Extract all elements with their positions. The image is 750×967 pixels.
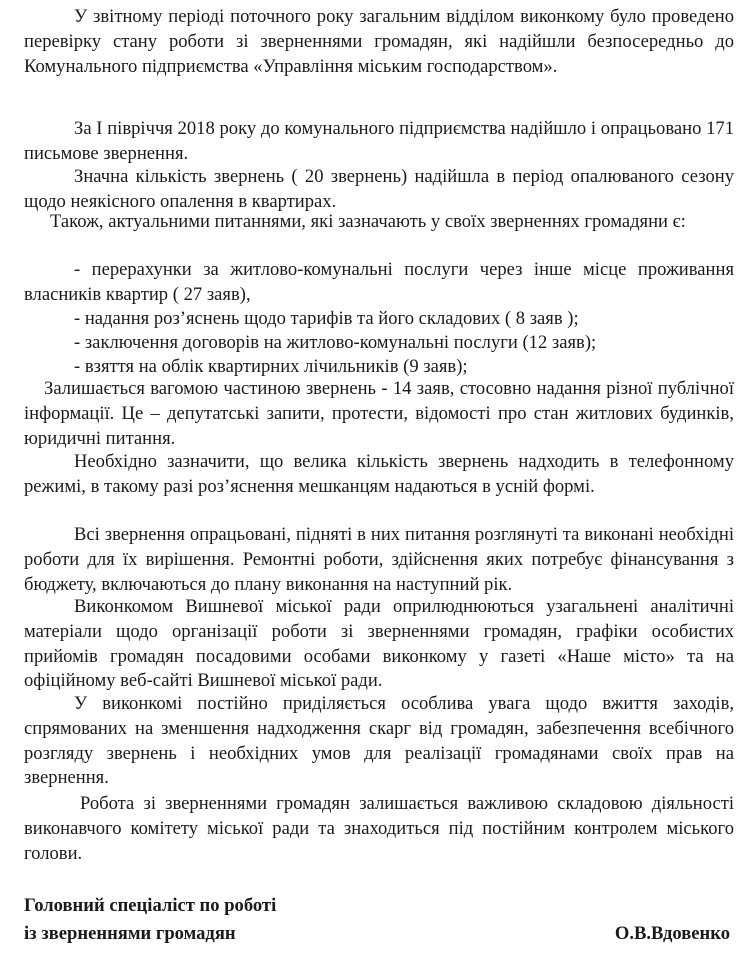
paragraph-half-year-count: За І півріччя 2018 року до комунального підприємства надійшло і опрацьовано 171 письмове звернення.	[24, 118, 734, 164]
paragraph-conclusion: Робота зі зверненнями громадян залишається важливою складовою діяльності виконавчого комітету міської ради та знаходиться під постійним контролем міського голови.	[24, 793, 734, 864]
signature-position-line1: Головний спеціаліст по роботі	[24, 895, 277, 916]
paragraph-heating-season: Значна кількість звернень ( 20 звернень) надійшла в період опалюваного сезону щодо неякісного опалення в квартирах.	[24, 166, 734, 212]
paragraph-processing: Всі звернення опрацьовані, підняті в них питання розглянуті та виконані необхідні роботи для їх вирішення. Ремонтні роботи, здійснення яких потребує фінансування з бюджету, включаються до плану виконання на наступний рік.	[24, 524, 734, 595]
list-item-contracts: - заключення договорів на житлово-комунальні послуги (12 заяв);	[74, 332, 597, 353]
paragraph-publication: Виконкомом Вишневої міської ради оприлюднюються узагальнені аналітичні матеріали щодо організації роботи зі зверненнями громадян, графіки особистих прийомів громадян посадовими особами виконкому у газеті «Наше місто» та на офіційному веб-сайті Вишневої міської ради.	[24, 596, 734, 692]
list-item-tariffs: - надання роз’яснень щодо тарифів та його складових ( 8 заяв );	[74, 308, 579, 329]
signature-name: О.В.Вдовенко	[614, 923, 730, 944]
paragraph-attention: У виконкомі постійно приділяється особлива увага щодо вжиття заходів, спрямованих на зменшення надходження скарг від громадян, забезпечення всебічного розгляду звернень і необхідних умов для реалізації громадянами своїх прав на звернення.	[24, 693, 734, 789]
list-item-meters: - взяття на облік квартирних лічильників (9 заяв);	[74, 356, 468, 377]
paragraph-inspection: У звітному періоді поточного року загальним відділом виконкому було проведено перевірку стану роботи зі зверненнями громадян, які надійшли безпосередньо до Комунального підприємства «Управління міським господарством».	[24, 6, 734, 77]
paragraph-phone-mode: Необхідно зазначити, що велика кількість звернень надходить в телефонному режимі, в такому разі роз’яснення мешканцям надаються в усній формі.	[24, 451, 734, 497]
paragraph-topical-issues: Також, актуальними питаннями, які зазначають у своїх зверненнях громадяни є:	[50, 211, 686, 232]
paragraph-public-info: Залишається вагомою частиною звернень - 14 заяв, стосовно надання різної публічної інформації. Це – депутатські запити, протести, відомості про стан житлових будинків, юридичні питання.	[24, 378, 734, 449]
list-item-recalculation: - перерахунки за житлово-комунальні послуги через інше місце проживання власників квартир ( 27 заяв),	[24, 259, 734, 305]
signature-position	[24, 892, 276, 948]
signature-position-line2: із зверненнями громадян	[24, 923, 236, 944]
